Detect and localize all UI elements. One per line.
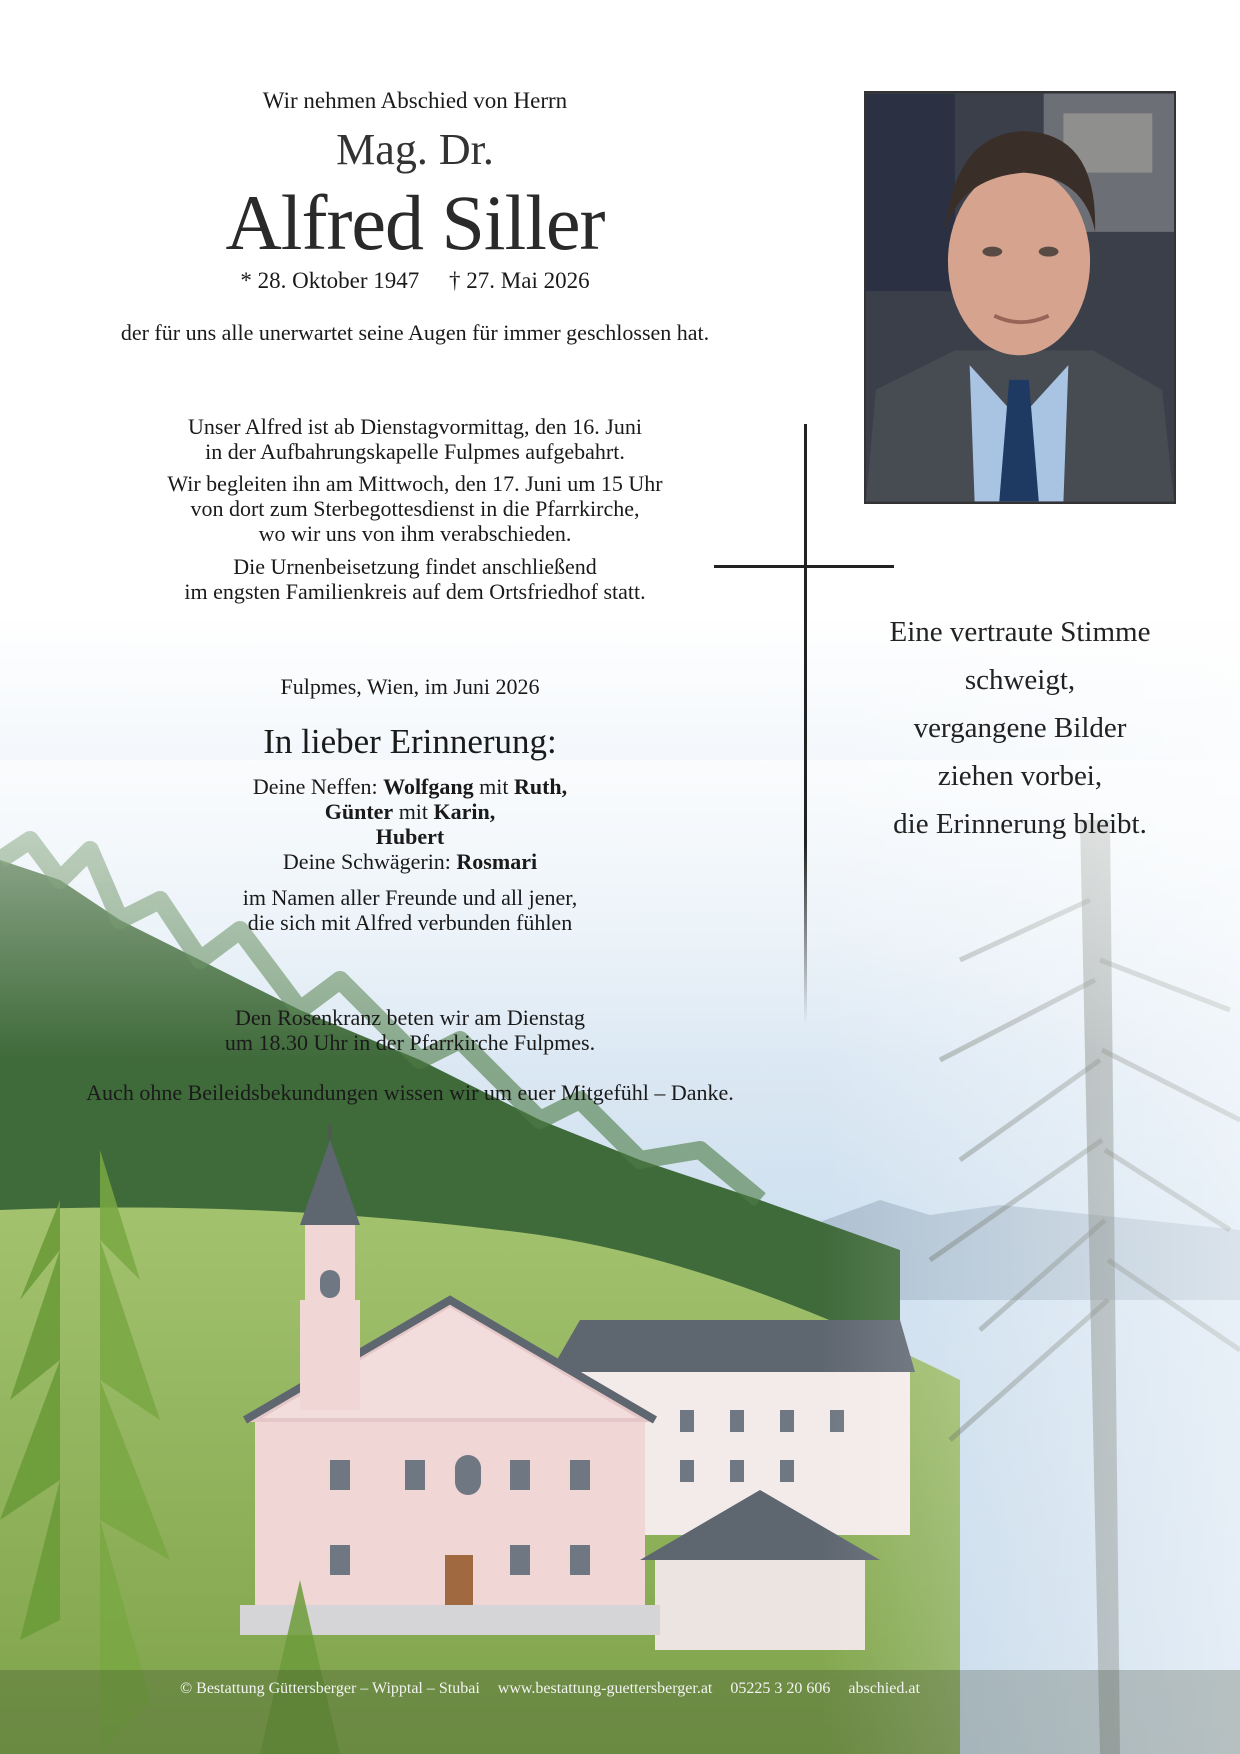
funeral-mass-text [70, 471, 760, 546]
portrait-photo [864, 91, 1176, 504]
poem-line-2: schweigt, [964, 664, 1076, 696]
friends-line-1: im Namen aller Freunde und all jener, [242, 885, 578, 910]
birth-date: * 28. Oktober 1947 [240, 268, 420, 293]
lying-line-2: in der Aufbahrungskapelle Fulpmes aufgebahrt. [205, 439, 625, 464]
mass-line-3: wo wir uns von ihm verabschieden. [258, 521, 572, 546]
memory-heading: In lieber Erinnerung: [263, 722, 557, 761]
mourner-line-sister-in-law [70, 849, 750, 874]
urn-line-2: im engsten Familienkreis auf dem Ortsfriedhof statt. [184, 579, 646, 604]
poem [850, 608, 1190, 848]
poem-line-5: die Erinnerung bleibt. [893, 808, 1147, 840]
rosary-line-2: um 18.30 Uhr in der Pfarrkirche Fulpmes. [224, 1030, 596, 1055]
nephews-label: Deine Neffen: [252, 774, 378, 799]
friends-line-2: die sich mit Alfred verbunden fühlen [247, 910, 573, 935]
mourner-line-nephew-3 [70, 824, 750, 849]
poem-line-4: ziehen vorbei, [937, 760, 1103, 792]
academic-title: Mag. Dr. [336, 125, 494, 174]
lying-in-state-text [70, 414, 760, 464]
footer-phone: 05225 3 20 606 [730, 1680, 831, 1697]
urn-burial-text [70, 554, 760, 604]
footer-website[interactable]: www.bestattung-guettersberger.at [497, 1680, 713, 1697]
death-date: † 27. Mai 2026 [449, 268, 590, 293]
footer-company: © Bestattung Güttersberger – Wipptal – Stubai [180, 1680, 480, 1697]
with-word: mit [479, 774, 509, 799]
with-word: mit [398, 799, 429, 824]
mourner-line-nephew-2 [70, 799, 750, 824]
lying-line-1: Unser Alfred ist ab Dienstagvormittag, den 16. Juni [188, 414, 642, 439]
thanks-line: Auch ohne Beileidsbekundungen wissen wir um euer Mitgefühl – Danke. [86, 1080, 734, 1105]
deceased-name: Alfred Siller [225, 179, 605, 266]
nephew-1: Wolfgang [383, 774, 474, 799]
place-date: Fulpmes, Wien, im Juni 2026 [280, 674, 540, 699]
nephew-3: Hubert [375, 824, 445, 849]
cross-vertical-bar [804, 424, 807, 1024]
closed-eyes-line: der für uns alle unerwartet seine Augen für immer geschlossen hat. [120, 320, 710, 345]
mourners-list [70, 774, 750, 874]
nephew-1-partner: Ruth, [513, 774, 568, 799]
mass-line-2: von dort zum Sterbegottesdienst in die Pfarrkirche, [190, 496, 640, 521]
sister-in-law: Rosmari [456, 849, 538, 874]
intro-line: Wir nehmen Abschied von Herrn [262, 88, 568, 113]
footer [180, 1680, 1080, 1698]
nephew-2-partner: Karin, [433, 799, 496, 824]
nephew-2: Günter [324, 799, 394, 824]
mass-line-1: Wir begleiten ihn am Mittwoch, den 17. Juni um 15 Uhr [167, 471, 663, 496]
urn-line-1: Die Urnenbeisetzung findet anschließend [233, 554, 597, 579]
footer-portal[interactable]: abschied.at [848, 1680, 920, 1697]
mourner-line-nephews [70, 774, 750, 799]
life-dates [70, 268, 760, 294]
sister-label: Deine Schwägerin: [282, 849, 451, 874]
rosary-text [70, 1005, 750, 1055]
poem-line-1: Eine vertraute Stimme [889, 616, 1151, 648]
rosary-line-1: Den Rosenkranz beten wir am Dienstag [234, 1005, 586, 1030]
poem-line-3: vergangene Bilder [913, 712, 1127, 744]
friends-text [70, 885, 750, 935]
